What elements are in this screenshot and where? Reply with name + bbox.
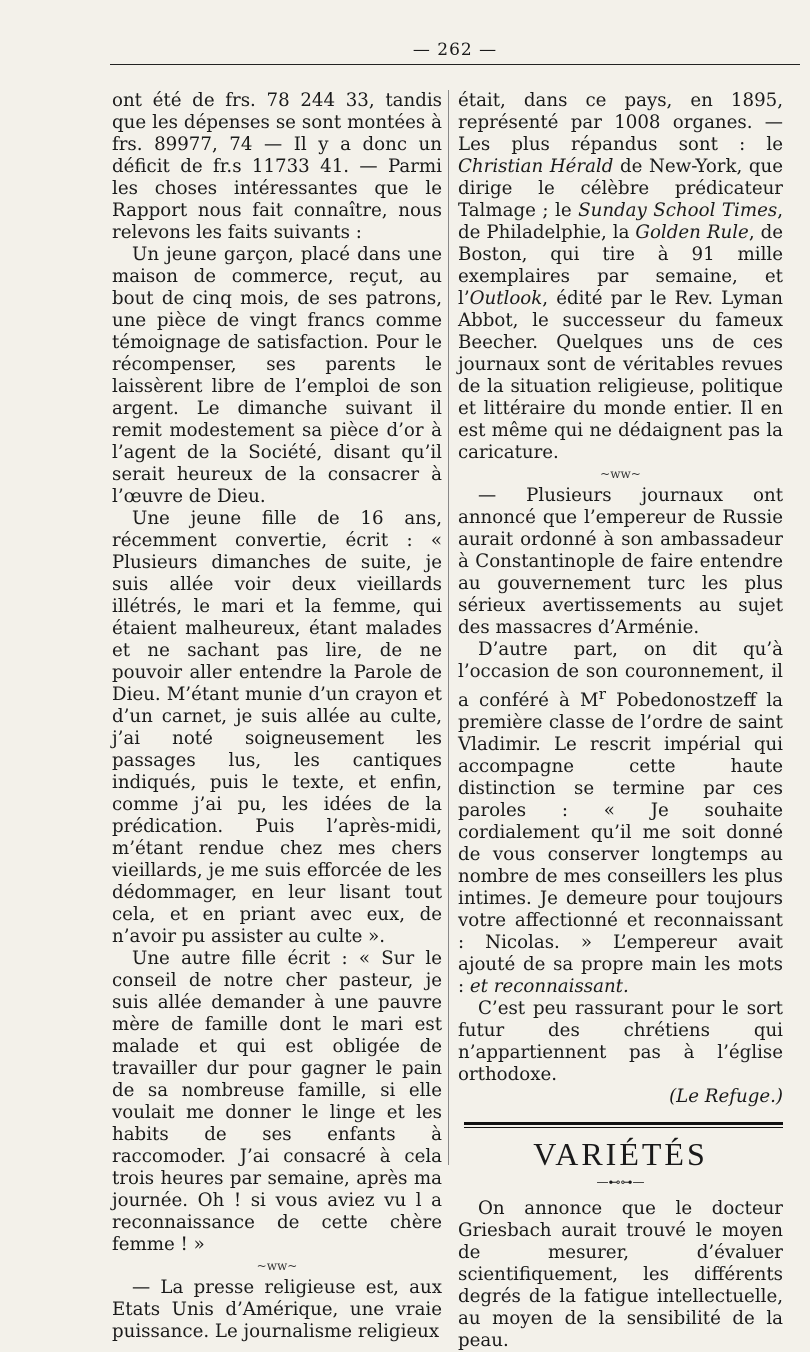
left-column <box>112 90 442 1343</box>
paragraph: C’est peu rassurant pour le sort futur des chrétiens qui n’appartiennent pas à l’église orthodoxe. <box>458 998 783 1086</box>
paragraph: était, dans ce pays, en 1895, représenté par 1008 organes. — Les plus répandus sont : le Christian Hérald de New-York, que dirige le célèbre prédicateur Talmage ; le Sunday School Times, de Philadelphie, la Golden Rule, de Boston, qui tire à 91 mille exemplaires par semaine, et l’Outlook, édité par le Rev. Lyman Abbot, le successeur du fameux Beecher. Quelques uns de ces journaux sont de véritables revues de la situation religieuse, politique et littéraire du monde entier. Il en est même qui ne dédaignent pas la caricature. <box>458 90 784 463</box>
paragraph: Une jeune fille de 16 ans, récemment convertie, écrit : « Plusieurs dimanches de suite, je suis allée voir deux vieillards illétrés, le mari et la femme, qui étaient malheureux, étant malades et ne sachant pas lire, de ne pouvoir aller entendre la Parole de Dieu. M’étant munie d’un crayon et d’un carnet, je suis allée au culte, j’ai noté soigneusement les passages lus, les cantiques indiqués, puis le texte, et enfin, comme j’ai pu, les idées de la prédication. Puis l’après-midi, m’étant rendue chez mes chers vieillards, je me suis efforcée de les dédommager, en leur lisant tout cela, et en priant avec eux, de n’avoir pu assister au culte ». <box>112 508 442 947</box>
right-column-articles <box>458 90 783 1108</box>
article-separator: ~ww~ <box>256 1259 298 1273</box>
page-number: — 262 — <box>412 40 498 60</box>
paragraph: — Plusieurs journaux ont annoncé que l’empereur de Russie aurait ordonné à son ambassadeur à Constantinople de faire entendre au gouvernement turc les plus sérieux avertissements au sujet des massacres d’Arménie. <box>458 485 783 638</box>
page-header <box>110 34 800 74</box>
right-column <box>458 90 783 1352</box>
source-signature: (Le Refuge.) <box>669 1086 783 1108</box>
column-divider <box>448 90 449 1165</box>
section-rule-light <box>464 1127 783 1128</box>
section-ornament: —⊷⊶— <box>596 1175 645 1190</box>
paragraph: — La presse religieuse est, aux Etats Unis d’Amérique, une vraie puissance. Le journalisme religieux <box>112 1277 442 1342</box>
section-title: VARIÉTÉS <box>533 1136 708 1173</box>
paragraph: Une autre fille écrit : « Sur le conseil de notre cher pasteur, je suis allée demander à une pauvre mère de famille dont le mari est malade et qui est obligée de travailler dur pour gagner le pain de sa nombreuse famille, si elle voulait me donner le linge et les habits de ses enfants à raccomoder. J’ai consacré à cela trois heures par semaine, après ma journée. Oh ! si vous aviez vu l a reconnaissance de cette chère femme ! » <box>112 948 442 1255</box>
section-rule-heavy <box>464 1122 783 1125</box>
varietes-articles <box>458 1198 783 1352</box>
header-rule <box>110 64 800 65</box>
paragraph: Un jeune garçon, placé dans une maison de commerce, reçut, au bout de cinq mois, de ses patrons, une pièce de vingt francs comme témoignage de satisfaction. Pour le récompenser, ses parents le laissèrent libre de l’emploi de son argent. Le dimanche suivant il remit modestement sa pièce d’or à l’agent de la Société, disant qu’il serait heureux de la consacrer à l’œuvre de Dieu. <box>112 244 442 507</box>
paragraph: On annonce que le docteur Griesbach aurait trouvé le moyen de mesurer, d’évaluer scientifiquement, les différents degrés de la fatigue intellectuelle, au moyen de la sensibilité de la peau. <box>458 1198 783 1352</box>
paragraph: D’autre part, on dit qu’à l’occasion de son couronnement, il a conféré à $M^r$ Pobedonostzeff la première classe de l’ordre de saint Vladimir. Le rescrit impérial qui accompagne cette haute distinction se termine par ces paroles : « Je souhaite cordialement qu’il me soit donné de vous conserver longtemps au nombre de mes conseillers les plus intimes. Je demeure pour toujours votre affectionné et reconnaissant : Nicolas. » L’empereur avait ajouté de sa propre main les mots : et reconnaissant. <box>458 639 783 998</box>
paragraph: ont été de frs. 78 244 33, tandis que les dépenses se sont montées à frs. 89977, 74 — Il y a donc un déficit de fr.s 11733 41. — Parmi les choses intéressantes que le Rapport nous fait connaître, nous relevons les faits suivants : <box>112 90 442 243</box>
article-separator: ~ww~ <box>600 467 641 481</box>
